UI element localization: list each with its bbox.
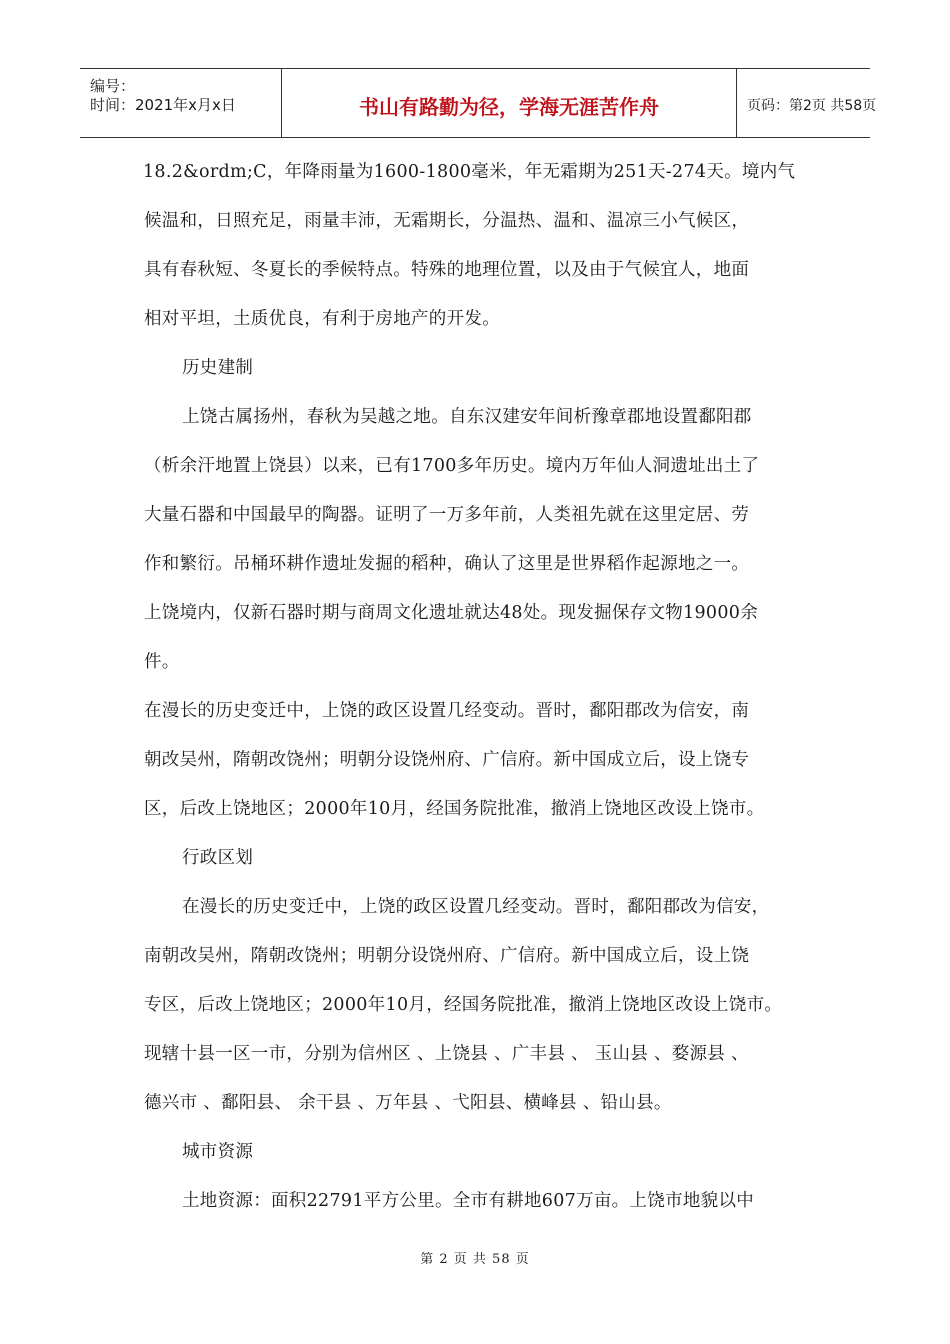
page-footer: 第 2 页 共 58 页 [420,1252,530,1267]
header-motto: 书山有路勤为径，学海无涯苦作舟 [359,95,659,119]
section-heading-administrative: 行政区划 [182,848,254,868]
body-line: 南朝改吴州，隋朝改饶州；明朝分设饶州府、广信府。新中国成立后，设上饶 [144,946,750,966]
body-line: 上饶古属扬州，春秋为吴越之地。自东汉建安年间析豫章郡地设置鄱阳郡 [182,407,752,427]
header-page-cell [737,69,877,137]
body-line: 大量石器和中国最早的陶器。证明了一万多年前，人类祖先就在这里定居、劳 [144,505,750,525]
body-line: 现辖十县一区一市，分别为信州区 、上饶县 、广丰县 、 玉山县 、婺源县 、 [144,1044,749,1064]
body-line: 相对平坦，土质优良，有利于房地产的开发。 [144,309,500,329]
body-line: 具有春秋短、冬夏长的季候特点。特殊的地理位置，以及由于气候宜人，地面 [144,260,750,280]
document-time-label: 时间：2021年x月x日 [90,96,236,114]
body-line: 专区，后改上饶地区；2000年10月，经国务院批准，撤消上饶地区改设上饶市。 [144,995,783,1015]
document-number-label: 编号： [90,77,136,95]
body-line: 德兴市 、鄱阳县、 余干县 、万年县 、弋阳县、横峰县 、铅山县。 [144,1093,672,1113]
body-line: 18.2&ordm;C，年降雨量为1600-1800毫米，年无霜期为251天-274天。境内气 [143,162,796,182]
body-line: 候温和，日照充足，雨量丰沛，无霜期长，分温热、温和、温凉三小气候区， [144,211,750,231]
document-header [80,68,877,138]
body-line: 在漫长的历史变迁中，上饶的政区设置几经变动。晋时，鄱阳郡改为信安， [182,897,770,917]
body-line: 朝改吴州，隋朝改饶州；明朝分设饶州府、广信府。新中国成立后，设上饶专 [144,750,750,770]
body-line: （析余汗地置上饶县）以来，已有1700多年历史。境内万年仙人洞遗址出土了 [144,456,760,476]
body-line: 件。 [144,652,180,672]
body-line: 上饶境内，仅新石器时期与商周文化遗址就达48处。现发掘保存文物19000余 [144,603,759,623]
body-line: 土地资源：面积22791平方公里。全市有耕地607万亩。上饶市地貌以中 [182,1191,755,1211]
body-line: 区，后改上饶地区；2000年10月，经国务院批准，撤消上饶地区改设上饶市。 [144,799,765,819]
header-meta-cell [80,69,282,137]
document-body [144,150,824,1228]
header-page-code: 页码：第2页 共58页 [747,98,877,114]
body-line: 在漫长的历史变迁中，上饶的政区设置几经变动。晋时，鄱阳郡改为信安，南 [144,701,750,721]
section-heading-resources: 城市资源 [182,1142,254,1162]
body-line: 作和繁衍。吊桶环耕作遗址发掘的稻种，确认了这里是世界稻作起源地之一。 [144,554,750,574]
header-motto-cell [282,69,737,137]
section-heading-history: 历史建制 [182,358,254,378]
